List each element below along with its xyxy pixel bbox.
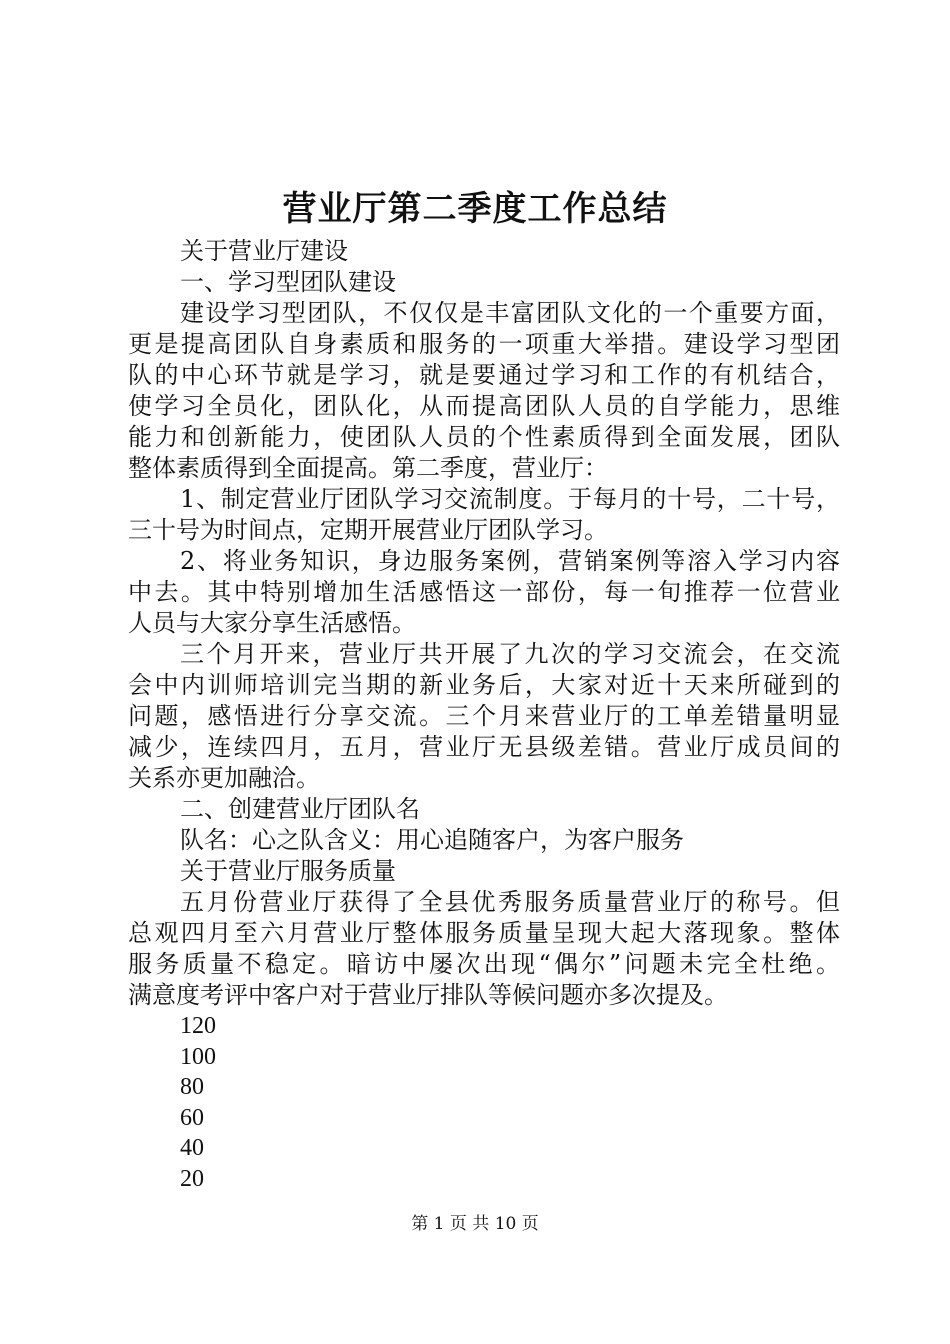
text-line: 关于营业厅建设	[180, 237, 348, 265]
text-line: 问题，感悟进行分享交流。三个月来营业厅的工单差错量明显	[128, 702, 840, 730]
page-footer: 第 1 页 共 10 页	[411, 1214, 539, 1234]
axis-tick-label: 100	[180, 1043, 216, 1070]
text-line: 1、制定营业厅团队学习交流制度。于每月的十号，二十号，	[180, 485, 840, 513]
text-line: 会中内训师培训完当期的新业务后，大家对近十天来所碰到的	[128, 671, 840, 699]
document-title: 营业厅第二季度工作总结	[282, 189, 668, 229]
text-line: 服务质量不稳定。暗访中屡次出现“偶尔”问题未完全杜绝。	[128, 950, 840, 978]
text-line: 队的中心环节就是学习，就是要通过学习和工作的有机结合，	[128, 361, 840, 389]
text-line: 满意度考评中客户对于营业厅排队等候问题亦多次提及。	[128, 981, 728, 1009]
text-line: 五月份营业厅获得了全县优秀服务质量营业厅的称号。但	[180, 888, 840, 916]
text-line: 关于营业厅服务质量	[180, 857, 396, 885]
text-line: 总观四月至六月营业厅整体服务质量呈现大起大落现象。整体	[128, 919, 840, 947]
axis-tick-label: 120	[180, 1013, 216, 1039]
document-body	[128, 236, 840, 1194]
text-line: 二、创建营业厅团队名	[180, 795, 420, 823]
text-line: 三十号为时间点，定期开展营业厅团队学习。	[128, 516, 608, 544]
text-line: 减少，连续四月，五月，营业厅无县级差错。营业厅成员间的	[128, 733, 840, 761]
axis-tick-label: 20	[180, 1165, 204, 1192]
text-line: 队名：心之队含义：用心追随客户，为客户服务	[180, 826, 684, 854]
text-line: 更是提高团队自身素质和服务的一项重大举措。建设学习型团	[128, 330, 840, 358]
text-line: 整体素质得到全面提高。第二季度，营业厅：	[128, 454, 608, 482]
text-line: 三个月开来，营业厅共开展了九次的学习交流会，在交流	[180, 640, 840, 668]
chart-axis-values	[128, 1011, 840, 1194]
text-line: 建设学习型团队，不仅仅是丰富团队文化的一个重要方面，	[180, 299, 840, 327]
axis-tick-label: 60	[180, 1104, 204, 1131]
text-line: 能力和创新能力，使团队人员的个性素质得到全面发展，团队	[128, 423, 840, 451]
paragraph-block	[128, 236, 840, 1011]
axis-tick-label: 80	[180, 1074, 204, 1100]
text-line: 一、学习型团队建设	[180, 268, 396, 296]
axis-tick-label: 40	[180, 1135, 204, 1161]
text-line: 关系亦更加融洽。	[128, 764, 320, 792]
text-line: 中去。其中特别增加生活感悟这一部份，每一旬推荐一位营业	[128, 578, 840, 606]
text-line: 使学习全员化，团队化，从而提高团队人员的自学能力，思维	[128, 392, 840, 420]
text-line: 人员与大家分享生活感悟。	[128, 609, 416, 637]
text-line: 2、将业务知识，身边服务案例，营销案例等溶入学习内容	[180, 547, 840, 575]
